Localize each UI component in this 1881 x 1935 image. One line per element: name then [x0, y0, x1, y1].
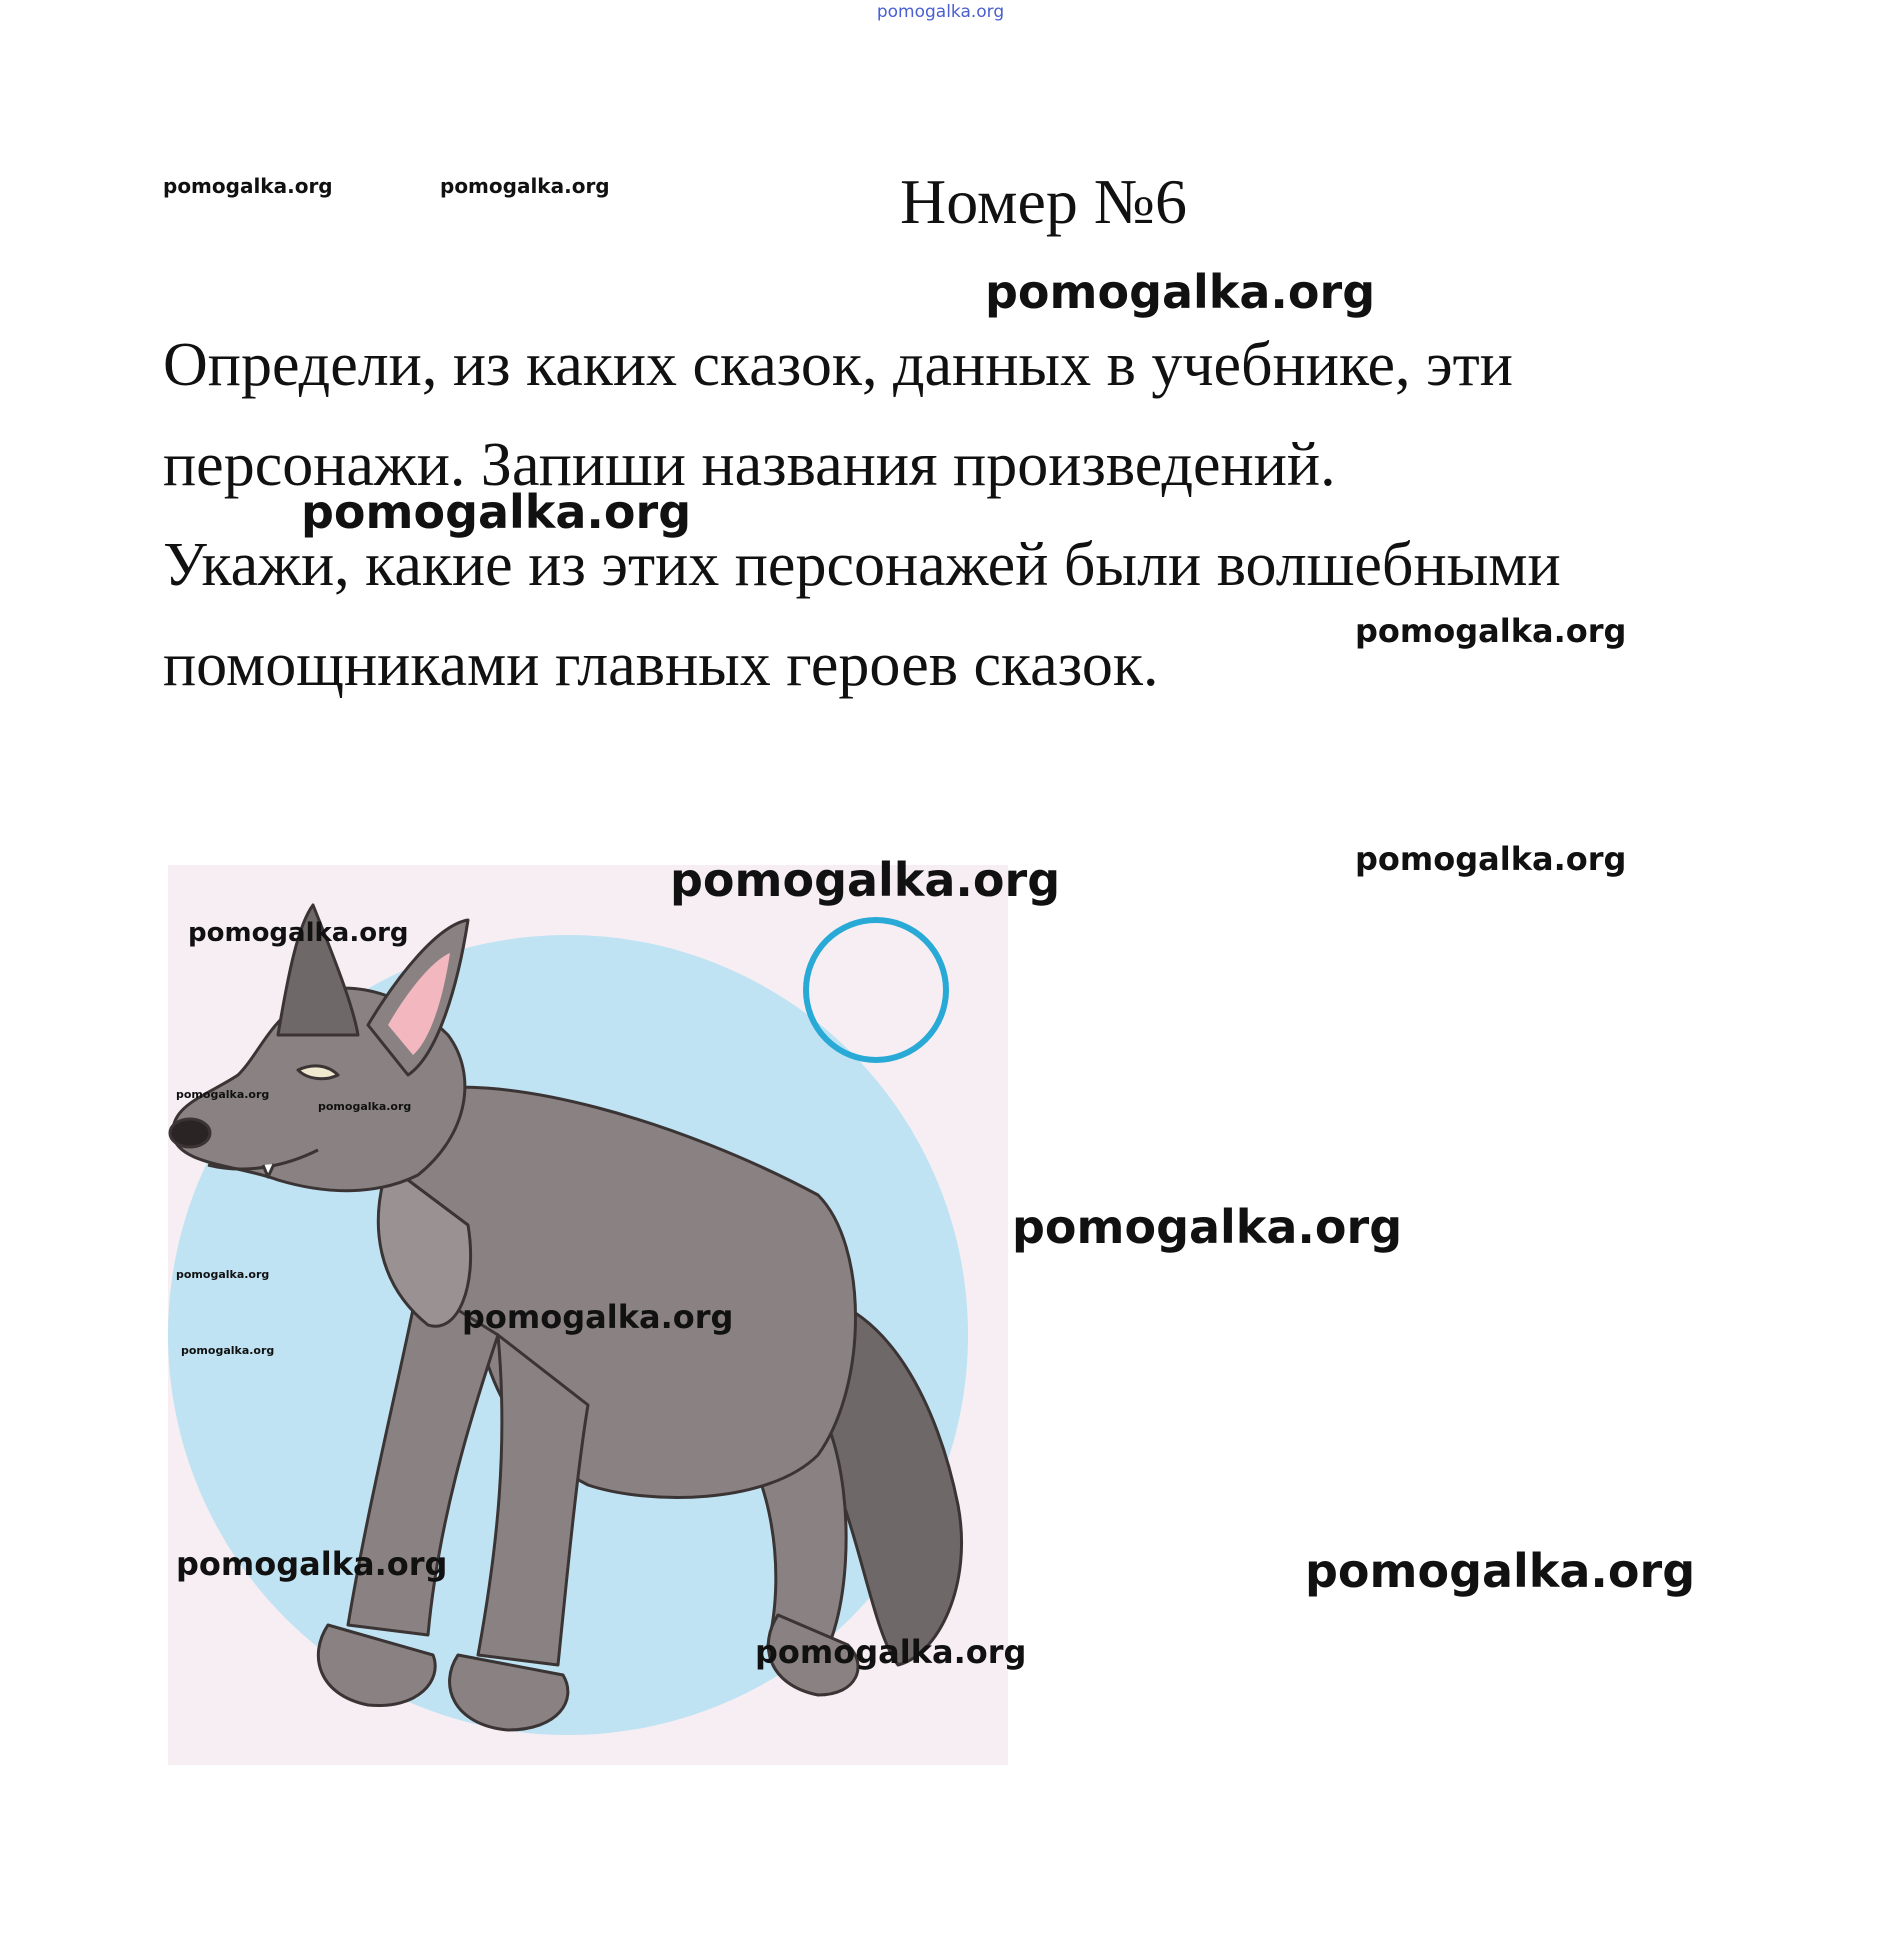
task-line: персонажи. Запиши названия произведений.: [163, 431, 1336, 499]
watermark: pomogalka.org: [163, 174, 333, 198]
watermark: pomogalka.org: [176, 1545, 448, 1583]
watermark: pomogalka.org: [755, 1633, 1027, 1671]
watermark: pomogalka.org: [440, 174, 610, 198]
watermark: pomogalka.org: [462, 1298, 734, 1336]
task-line: Укажи, какие из этих персонажей были волшебными: [163, 531, 1561, 599]
watermark: pomogalka.org: [1355, 612, 1627, 650]
header-watermark: pomogalka.org: [876, 2, 1005, 22]
watermark: pomogalka.org: [1355, 840, 1627, 878]
watermark: pomogalka.org: [670, 853, 1061, 907]
watermark: pomogalka.org: [1305, 1544, 1696, 1598]
watermark: pomogalka.org: [985, 265, 1376, 319]
watermark: pomogalka.org: [176, 1268, 270, 1281]
watermark: pomogalka.org: [318, 1100, 412, 1113]
watermark: pomogalka.org: [176, 1088, 270, 1101]
task-line: помощниками главных героев сказок.: [163, 631, 1159, 699]
watermark: pomogalka.org: [188, 918, 409, 948]
watermark: pomogalka.org: [1012, 1200, 1403, 1254]
watermark: pomogalka.org: [301, 485, 692, 539]
task-line: Определи, из каких сказок, данных в учебнике, эти: [163, 331, 1513, 399]
watermark: pomogalka.org: [181, 1344, 275, 1357]
page-title: Номер №6: [900, 166, 1187, 237]
